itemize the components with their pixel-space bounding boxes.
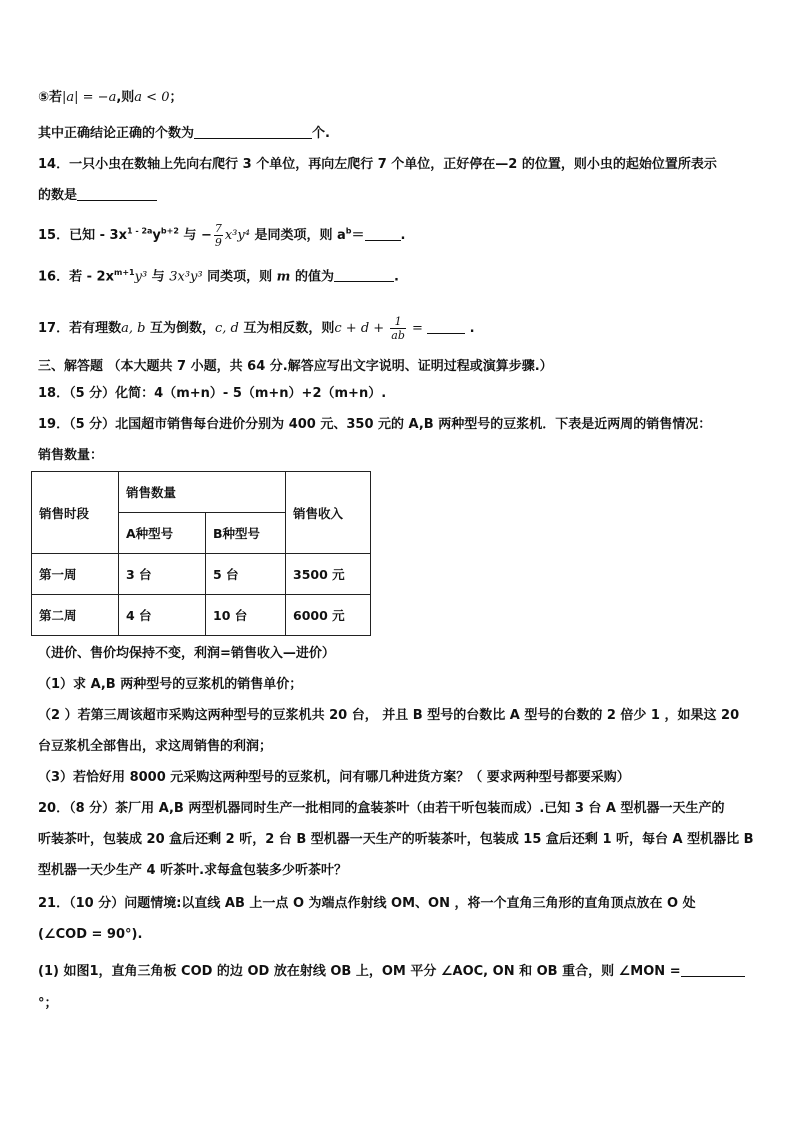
q19-part3: （3）若恰好用 8000 元采购这两种型号的豆浆机，问有哪几种进货方案？（ 要求两种型号都要采购） — [38, 770, 630, 785]
header-income: 销售收入 — [286, 472, 371, 554]
section-3-title: 三、解答题 （本大题共 7 小题，共 64 分.解答应写出文字说明、证明过程或演算步骤.） — [38, 359, 553, 374]
q20-line1: 20．（8 分）茶厂用 A,B 两型机器同时生产一批相同的盒装茶叶（由若干听包装而成）.已知 3 台 A 型机器一天生产的 — [38, 801, 725, 816]
header-qty: 销售数量 — [119, 472, 286, 513]
q16-mid: 与 — [147, 269, 170, 285]
q17-period: . — [465, 321, 475, 336]
q15-term: x³y⁴ — [224, 228, 250, 243]
q19-intro: 19．（5 分）北国超市销售每台进价分别为 400 元、350 元的 A,B 两种型号的豆浆机．下表是近两周的销售情况： — [38, 417, 712, 432]
q19-part2-line1: （2 ）若第三周该超市采购这两种型号的豆浆机共 20 台， 并且 B 型号的台数比 A 型号的台数的 2 倍少 1 ，如果这 20 — [38, 708, 740, 723]
q16-exp1: m+1 — [113, 268, 135, 277]
q15-suffix: 是同类项，则 a — [249, 228, 346, 243]
table-row — [32, 595, 371, 636]
q17-eq: = — [407, 321, 428, 336]
q13-ask-end: 个. — [312, 126, 330, 141]
q15-end: ＝ — [351, 228, 365, 243]
q16-term1: y³ — [134, 269, 148, 285]
q21-part1-end: °； — [38, 996, 58, 1011]
q13-ask-text: 其中正确结论正确的个数为 — [38, 126, 195, 141]
q21-part1 — [38, 962, 760, 981]
q14-text: 的数是 — [38, 188, 78, 203]
q15-exp2: b+2 — [160, 226, 179, 236]
row-period: 第一周 — [32, 554, 119, 595]
q16-term2: 3x³y³ — [169, 269, 203, 285]
col-a-header: A种型号 — [119, 513, 206, 554]
q13-item5 — [38, 89, 760, 107]
q15 — [38, 222, 760, 249]
q15-y: y — [152, 228, 161, 243]
item5-then: ,则 — [116, 90, 135, 105]
q15-frac-num: 7 — [214, 222, 222, 235]
q15-frac-den: 9 — [214, 236, 222, 249]
q16-period: . — [393, 269, 399, 285]
item5-result: a < 0 — [134, 90, 170, 105]
answer-blank[interactable] — [365, 226, 401, 241]
q16-end: 的值为 — [290, 269, 334, 285]
q19-subtitle: 销售数量： — [38, 448, 104, 463]
table-row — [32, 472, 371, 513]
col-b-header: B种型号 — [206, 513, 286, 554]
answer-blank[interactable] — [194, 124, 312, 139]
item5-marker: ⑤若 — [38, 90, 63, 105]
q17-frac-den: ab — [391, 329, 405, 342]
q17-frac-num: 1 — [390, 315, 406, 329]
q15-period: . — [400, 228, 406, 243]
answer-blank[interactable] — [77, 186, 157, 201]
q16 — [38, 264, 760, 286]
row-a: 3 台 — [119, 554, 206, 595]
q20-line2: 听装茶叶，包装成 20 盒后还剩 2 听，2 台 B 型机器一天生产的听装茶叶，包装成 15 盒后还剩 1 听，每台 A 型机器比 B — [38, 832, 754, 847]
q16-suffix: 同类项，则 — [202, 269, 277, 285]
q17-fraction — [390, 315, 406, 342]
q18: 18．（5 分）化简：4（m+n）- 5（m+n）+2（m+n）. — [38, 386, 387, 401]
q14-line1: 14．一只小虫在数轴上先向右爬行 3 个单位，再向左爬行 7 个单位，正好停在—2 的位置，则小虫的起始位置所表示 — [38, 157, 717, 172]
item5-condition: |a| = −a — [62, 90, 117, 105]
q17-prefix: 17．若有理数 — [38, 321, 122, 336]
q19-part1: （1）求 A,B 两种型号的豆浆机的销售单价； — [38, 677, 303, 692]
q20-line3: 型机器一天少生产 4 听茶叶.求每盒包装多少听茶叶？ — [38, 863, 348, 878]
q19-part2-line2: 台豆浆机全部售出，求这周销售的利润； — [38, 739, 273, 754]
answer-blank[interactable] — [334, 267, 394, 282]
row-income: 3500 元 — [286, 554, 371, 595]
row-b: 5 台 — [206, 554, 286, 595]
q15-exp3: b — [345, 226, 352, 236]
q19-note: （进价、售价均保持不变，利润=销售收入—进价） — [38, 646, 335, 661]
header-period: 销售时段 — [32, 472, 119, 554]
q21-line2: (∠COD = 90°). — [38, 927, 143, 942]
row-b: 10 台 — [206, 595, 286, 636]
q16-prefix: 16．若 - 2x — [38, 269, 114, 285]
q21-part1-text: (1) 如图1，直角三角板 COD 的边 OD 放在射线 OB 上，OM 平分 ∠AOC, ON 和 OB 重合，则 ∠MON = — [38, 964, 681, 979]
q17-expr: c + d + — [334, 321, 389, 336]
q14-line2 — [38, 186, 760, 205]
q16-var: m — [276, 269, 291, 285]
answer-blank[interactable] — [427, 319, 465, 334]
q15-fraction — [214, 222, 223, 249]
q15-mid: 与 − — [178, 228, 212, 243]
q13-ask — [38, 124, 760, 143]
q17 — [38, 315, 760, 342]
q17-t2: 互为相反数，则 — [238, 321, 335, 336]
row-a: 4 台 — [119, 595, 206, 636]
q17-cd: c, d — [214, 321, 239, 336]
q15-exp1: 1 - 2a — [126, 226, 153, 236]
q15-prefix: 15．已知 - 3x — [38, 228, 127, 243]
q21-line1: 21．（10 分）问题情境:以直线 AB 上一点 O 为端点作射线 OM、ON ，将一个直角三角形的直角顶点放在 O 处 — [38, 896, 696, 911]
table-row — [32, 554, 371, 595]
row-period: 第二周 — [32, 595, 119, 636]
sales-table — [31, 471, 371, 636]
q17-ab: a, b — [121, 321, 146, 336]
row-income: 6000 元 — [286, 595, 371, 636]
item5-end: ； — [169, 90, 183, 105]
q17-t1: 互为倒数， — [145, 321, 215, 336]
answer-blank[interactable] — [681, 962, 745, 977]
